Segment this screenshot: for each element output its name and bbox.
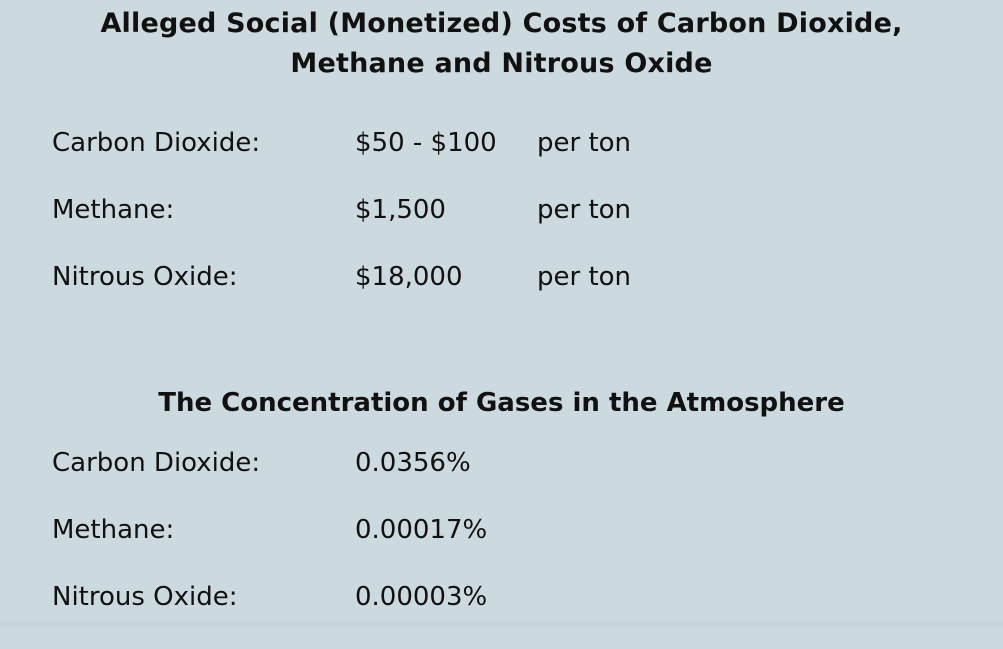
cost-unit-methane: per ton [537,195,632,225]
cost-value-carbon-dioxide: $50 - $100 [355,128,497,158]
cost-unit-nitrous-oxide: per ton [537,262,632,292]
concentration-table [52,448,537,649]
concentration-label-methane: Methane: [52,515,175,545]
cost-label-methane: Methane: [52,195,175,225]
concentration-label-nitrous-oxide: Nitrous Oxide: [52,582,238,612]
page-title-line-2: Methane and Nitrous Oxide [290,48,713,79]
concentration-value-methane: 0.00017% [355,515,488,545]
table-row [52,128,631,195]
concentration-label-carbon-dioxide: Carbon Dioxide: [52,448,261,478]
cost-label-carbon-dioxide: Carbon Dioxide: [52,128,261,158]
table-row [52,448,537,515]
page-title-line-1: Alleged Social (Monetized) Costs of Carbon Dioxide, [100,8,903,39]
costs-table [52,128,631,329]
page-title [0,4,1003,84]
bottom-edge [0,621,1003,627]
concentration-value-nitrous-oxide: 0.00003% [355,582,488,612]
table-row [52,582,537,649]
cost-value-methane: $1,500 [355,195,446,225]
section-subtitle: The Concentration of Gases in the Atmosphere [158,388,845,418]
cost-unit-carbon-dioxide: per ton [537,128,632,158]
cost-label-nitrous-oxide: Nitrous Oxide: [52,262,238,292]
table-row [52,262,631,329]
concentration-value-carbon-dioxide: 0.0356% [355,448,471,478]
cost-value-nitrous-oxide: $18,000 [355,262,463,292]
table-row [52,195,631,262]
table-row [52,515,537,582]
